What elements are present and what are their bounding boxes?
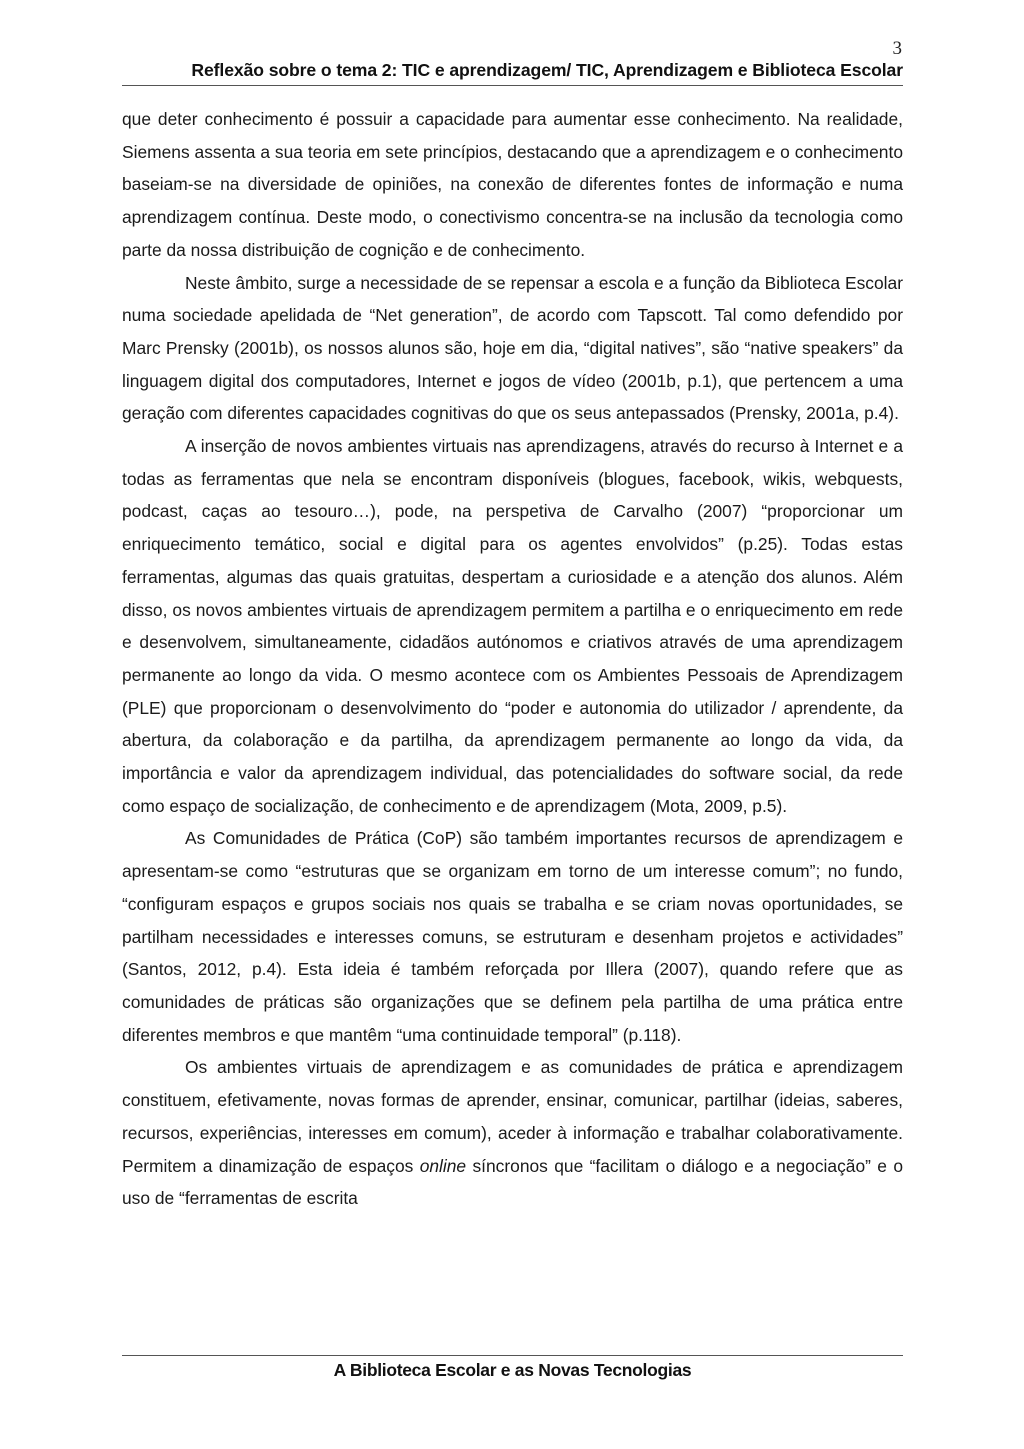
paragraph-net-generation: Neste âmbito, surge a necessidade de se repensar a escola e a função da Biblioteca Escolar numa sociedade apelidada de “Net generation”, de acordo com Tapscott. Tal como defendido por Marc Prensky (2001b), os nossos alunos são, hoje em dia, “digital natives”, são “native speakers” da linguagem digital dos computadores, Internet e jogos de vídeo (2001b, p.1), que pertencem a uma geração com diferentes capacidades cognitivas do que os seus antepassados (Prensky, 2001a, p.4). [122,272,903,424]
document-body [122,103,903,1215]
running-header: Reflexão sobre o tema 2: TIC e aprendizagem/ TIC, Aprendizagem e Biblioteca Escolar [191,60,903,80]
running-footer: A Biblioteca Escolar e as Novas Tecnologias [333,1360,692,1380]
page-number: 3 [892,38,902,59]
header-divider [122,85,903,86]
paragraph-conclusion-text-start: Os ambientes virtuais de aprendizagem e as comunidades de prática e aprendizagem constituem, efetivamente, novas formas de aprender, ensinar, comunicar, partilhar (ideias, saberes, recursos, experiências, interesses em comum), aceder à informação e trabalhar colaborativamente. Permitem a dinamização de espaços [122,1057,903,1176]
paragraph-conclusion-text-end: síncronos que “facilitam o diálogo e a negociação” e o uso de “ferramentas de escrita [122,1155,903,1209]
paragraph-continuation: que deter conhecimento é possuir a capacidade para aumentar esse conhecimento. Na realidade, Siemens assenta a sua teoria em sete princípios, destacando que a aprendizagem e o conhecimento baseiam-se na diversidade de opiniões, na conexão de diferentes fontes de informação e numa aprendizagem contínua. Deste modo, o conectivismo concentra-se na inclusão da tecnologia como parte da nossa distribuição de cognição e de conhecimento. [122,109,903,260]
paragraph-communities-of-practice: As Comunidades de Prática (CoP) são também importantes recursos de aprendizagem e apresentam-se como “estruturas que se organizam em torno de um interesse comum”; no fundo, “configuram espaços e grupos sociais nos quais se trabalha e se criam novas oportunidades, se partilham necessidades e interesses comuns, se estruturam e desenham projetos e actividades” (Santos, 2012, p.4). Esta ideia é também reforçada por Illera (2007), quando refere que as comunidades de práticas são organizações que se definem pela partilha de uma prática entre diferentes membros e que mantêm “uma continuidade temporal” (p.118). [122,828,903,1045]
paragraph-virtual-environments: A inserção de novos ambientes virtuais nas aprendizagens, através do recurso à Internet e a todas as ferramentas que nela se encontram disponíveis (blogues, facebook, wikis, webquests, podcast, caças ao tesouro…), pode, na perspetiva de Carvalho (2007) “proporcionar um enriquecimento temático, social e digital para os agentes envolvidos” (p.25). Todas estas ferramentas, algumas das quais gratuitas, despertam a curiosidade e a atenção dos alunos. Além disso, os novos ambientes virtuais de aprendizagem permitem a partilha e o enriquecimento em rede e desenvolvem, simultaneamente, cidadãos autónomos e criativos através de uma aprendizagem permanente ao longo da vida. O mesmo acontece com os Ambientes Pessoais de Aprendizagem (PLE) que proporcionam o desenvolvimento do “poder e autonomia do utilizador / aprendente, da abertura, da colaboração e da partilha, da aprendizagem permanente ao longo da vida, da importância e valor da aprendizagem individual, das potencialidades do software social, da rede como espaço de socialização, de conhecimento e de aprendizagem (Mota, 2009, p.5). [122,436,903,816]
paragraph-conclusion [122,1051,903,1215]
italic-term-online: online [419,1155,467,1176]
footer-divider [122,1355,903,1356]
